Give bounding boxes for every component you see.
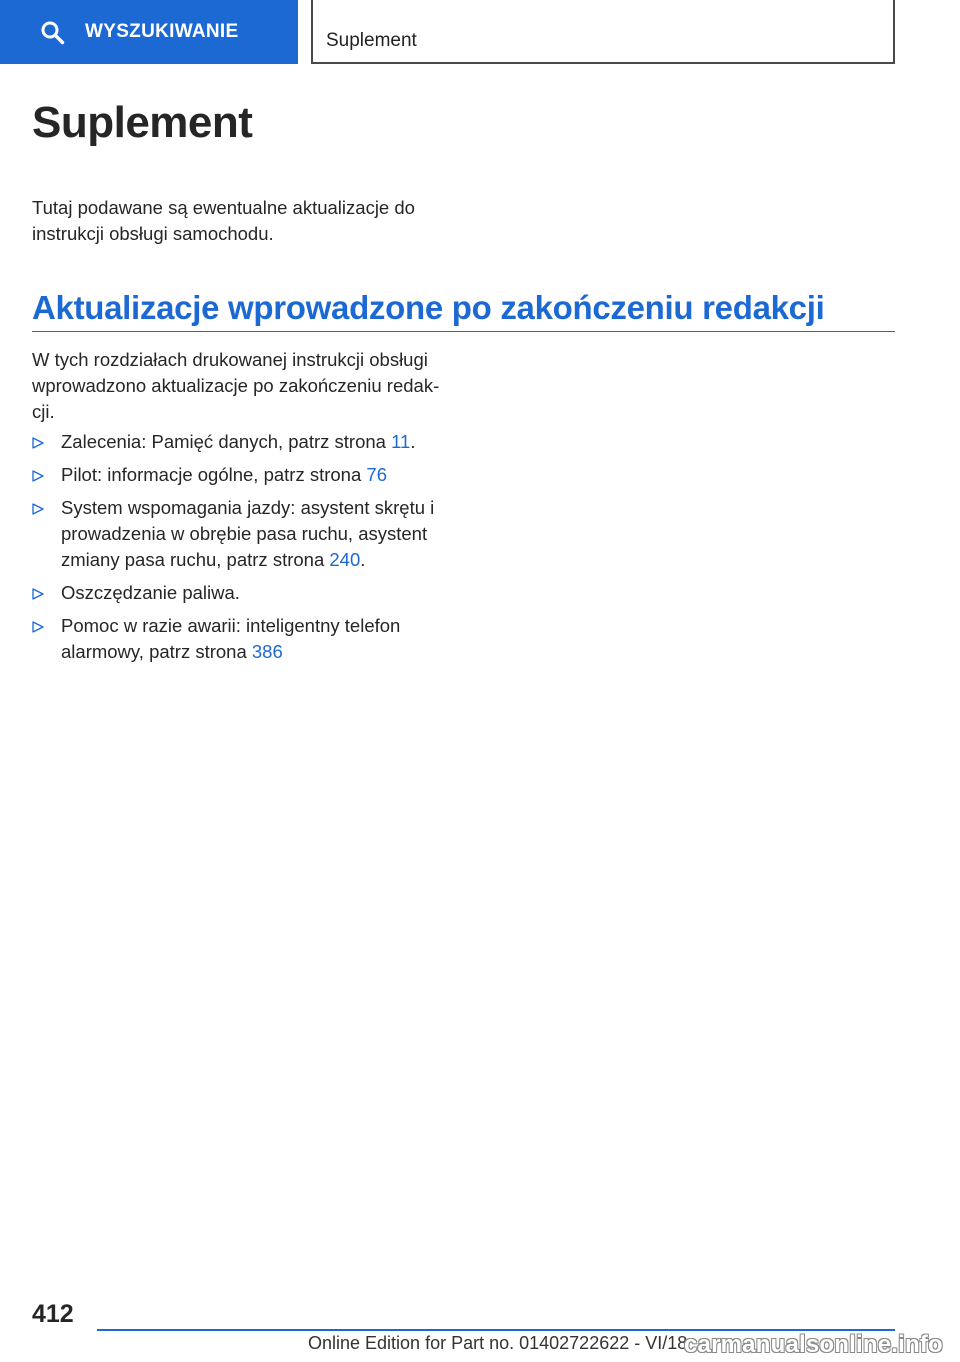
list-item bbox=[32, 462, 462, 488]
list-item-text: Zalecenia: Pamięć danych, patrz strona bbox=[61, 431, 392, 452]
triangle-right-icon bbox=[32, 503, 44, 515]
list-item-text: Pilot: informacje ogólne, patrz strona bbox=[61, 464, 367, 485]
list-item bbox=[32, 580, 462, 606]
triangle-right-icon bbox=[32, 588, 44, 600]
section-heading: Aktualizacje wprowadzone po zakończeniu redakcji bbox=[32, 289, 825, 326]
triangle-right-icon bbox=[32, 470, 44, 482]
search-icon bbox=[40, 20, 65, 45]
page-title: Suplement bbox=[32, 98, 253, 147]
section-breadcrumb bbox=[311, 0, 895, 64]
list-item-text: Pomoc w razie awarii: inteligentny telefon alarmowy, patrz strona bbox=[61, 615, 401, 662]
page-link[interactable]: 11 bbox=[391, 431, 411, 452]
list-item-suffix: . bbox=[360, 549, 366, 570]
update-list bbox=[32, 429, 462, 672]
watermark: carmanualsonline.info bbox=[684, 1331, 943, 1358]
page-link[interactable]: 76 bbox=[366, 464, 387, 485]
triangle-right-icon bbox=[32, 621, 44, 633]
list-item-text: System wspomagania jazdy: asystent skrętu i prowadzenia w obrębie pasa ruchu, asystent zmiany pasa ruchu, patrz strona bbox=[61, 497, 435, 570]
page-link[interactable]: 386 bbox=[251, 641, 283, 662]
heading-rule bbox=[32, 331, 895, 332]
search-tab[interactable] bbox=[0, 0, 298, 64]
section-label: Suplement bbox=[326, 30, 417, 51]
list-item bbox=[32, 495, 462, 573]
body-paragraph: W tych rozdziałach drukowanej instrukcji obsługi wprowadzono aktualizacje po zakończeniu redak- cji. bbox=[32, 349, 440, 422]
list-item bbox=[32, 429, 462, 455]
list-item-text: Oszczędzanie paliwa. bbox=[61, 582, 240, 603]
page-number: 412 bbox=[32, 1300, 74, 1328]
list-item bbox=[32, 613, 462, 665]
edition-text: Online Edition for Part no. 01402722622 - VI/18 bbox=[308, 1333, 688, 1353]
list-item-suffix: . bbox=[410, 431, 416, 452]
search-label: WYSZUKIWANIE bbox=[85, 21, 239, 42]
intro-paragraph: Tutaj podawane są ewentualne aktualizacje do instrukcji obsługi samochodu. bbox=[32, 197, 415, 244]
triangle-right-icon bbox=[32, 437, 44, 449]
page-link[interactable]: 240 bbox=[329, 549, 361, 570]
